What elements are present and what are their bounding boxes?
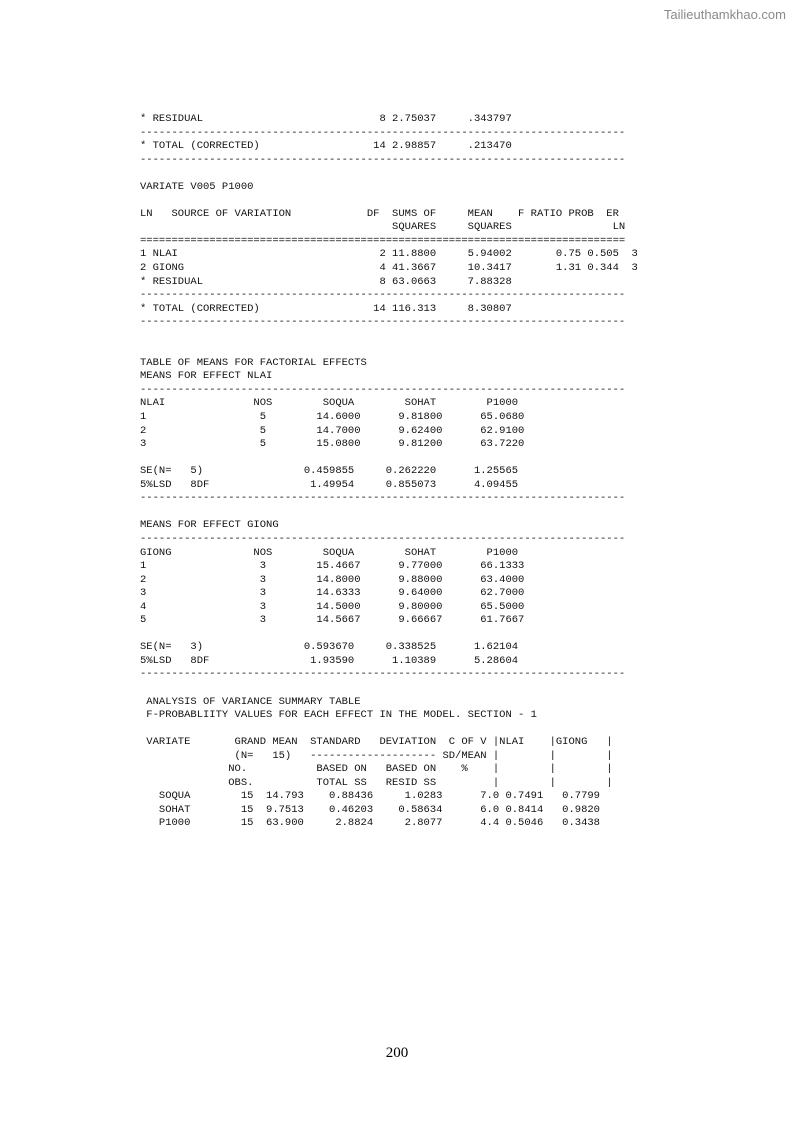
page-number: 200 <box>385 1045 409 1061</box>
listing-line: ----------------------------------------------------------------------------- <box>140 532 626 545</box>
listing-line: NLAI NOS SOQUA SOHAT P1000 <box>140 397 519 410</box>
listing-line: ----------------------------------------------------------------------------- <box>140 153 626 166</box>
listing-line: SOHAT 15 9.7513 0.46203 0.58634 6.0 0.8414 0.9820 <box>140 803 600 816</box>
listing-line: 3 5 15.0800 9.81200 63.7220 <box>140 438 525 451</box>
listing-line: GIONG NOS SOQUA SOHAT P1000 <box>140 546 519 559</box>
listing-line: OBS. TOTAL SS RESID SS | | | <box>140 776 613 789</box>
listing-line: ----------------------------------------------------------------------------- <box>140 383 626 396</box>
listing-line: MEANS FOR EFFECT GIONG <box>140 519 279 532</box>
listing-line: MEANS FOR EFFECT NLAI <box>140 370 273 383</box>
listing-line: 5%LSD 8DF 1.49954 0.855073 4.09455 <box>140 478 519 491</box>
listing-line: 2 GIONG 4 41.3667 10.3417 1.31 0.344 3 <box>140 262 638 275</box>
listing-line: * TOTAL (CORRECTED) 14 116.313 8.30807 <box>140 302 512 315</box>
listing-line: 2 3 14.8000 9.88000 63.4000 <box>140 573 525 586</box>
listing-line: P1000 15 63.900 2.8824 2.8077 4.4 0.5046 0.3438 <box>140 817 600 830</box>
listing-line: NO. BASED ON BASED ON % | | | <box>140 763 613 776</box>
listing-line: VARIATE GRAND MEAN STANDARD DEVIATION C OF V |NLAI |GIONG | <box>140 736 613 749</box>
listing-line: ============================================================================= <box>140 234 626 247</box>
listing-line: * RESIDUAL 8 2.75037 .343797 <box>140 113 512 125</box>
listing-line: SQUARES SQUARES LN <box>140 221 626 234</box>
listing-line: 3 3 14.6333 9.64000 62.7000 <box>140 587 525 600</box>
listing-line: 1 NLAI 2 11.8800 5.94002 0.75 0.505 3 <box>140 248 638 261</box>
listing-line: 1 3 15.4667 9.77000 66.1333 <box>140 560 525 573</box>
listing-line: ANALYSIS OF VARIANCE SUMMARY TABLE <box>140 695 361 708</box>
listing-line: 4 3 14.5000 9.80000 65.5000 <box>140 600 525 613</box>
listing-line: F-PROBABLIITY VALUES FOR EACH EFFECT IN THE MODEL. SECTION - 1 <box>140 709 537 722</box>
listing-line: SOQUA 15 14.793 0.88436 1.0283 7.0 0.7491 0.7799 <box>140 790 600 803</box>
listing-line: VARIATE V005 P1000 <box>140 180 254 193</box>
anova-output-listing <box>140 113 740 831</box>
listing-line: LN SOURCE OF VARIATION DF SUMS OF MEAN F RATIO PROB ER <box>140 207 619 220</box>
listing-line: ----------------------------------------------------------------------------- <box>140 668 626 681</box>
listing-line: ----------------------------------------------------------------------------- <box>140 126 626 139</box>
listing-line: TABLE OF MEANS FOR FACTORIAL EFFECTS <box>140 356 367 369</box>
listing-line: SE(N= 5) 0.459855 0.262220 1.25565 <box>140 465 519 478</box>
listing-line: ----------------------------------------------------------------------------- <box>140 289 626 302</box>
listing-line: * TOTAL (CORRECTED) 14 2.98857 .213470 <box>140 140 512 153</box>
listing-line: ----------------------------------------------------------------------------- <box>140 316 626 329</box>
listing-line: 5 3 14.5667 9.66667 61.7667 <box>140 614 525 627</box>
listing-line: 5%LSD 8DF 1.93590 1.10389 5.28604 <box>140 654 519 667</box>
site-watermark: Tailieuthamkhao.com <box>663 7 786 22</box>
listing-line: SE(N= 3) 0.593670 0.338525 1.62104 <box>140 641 519 654</box>
listing-line: 1 5 14.6000 9.81800 65.0680 <box>140 411 525 424</box>
listing-line: (N= 15) -------------------- SD/MEAN | | | <box>140 749 613 762</box>
listing-line: ----------------------------------------------------------------------------- <box>140 492 626 505</box>
listing-line: * RESIDUAL 8 63.0663 7.88328 <box>140 275 512 288</box>
listing-line: 2 5 14.7000 9.62400 62.9100 <box>140 424 525 437</box>
